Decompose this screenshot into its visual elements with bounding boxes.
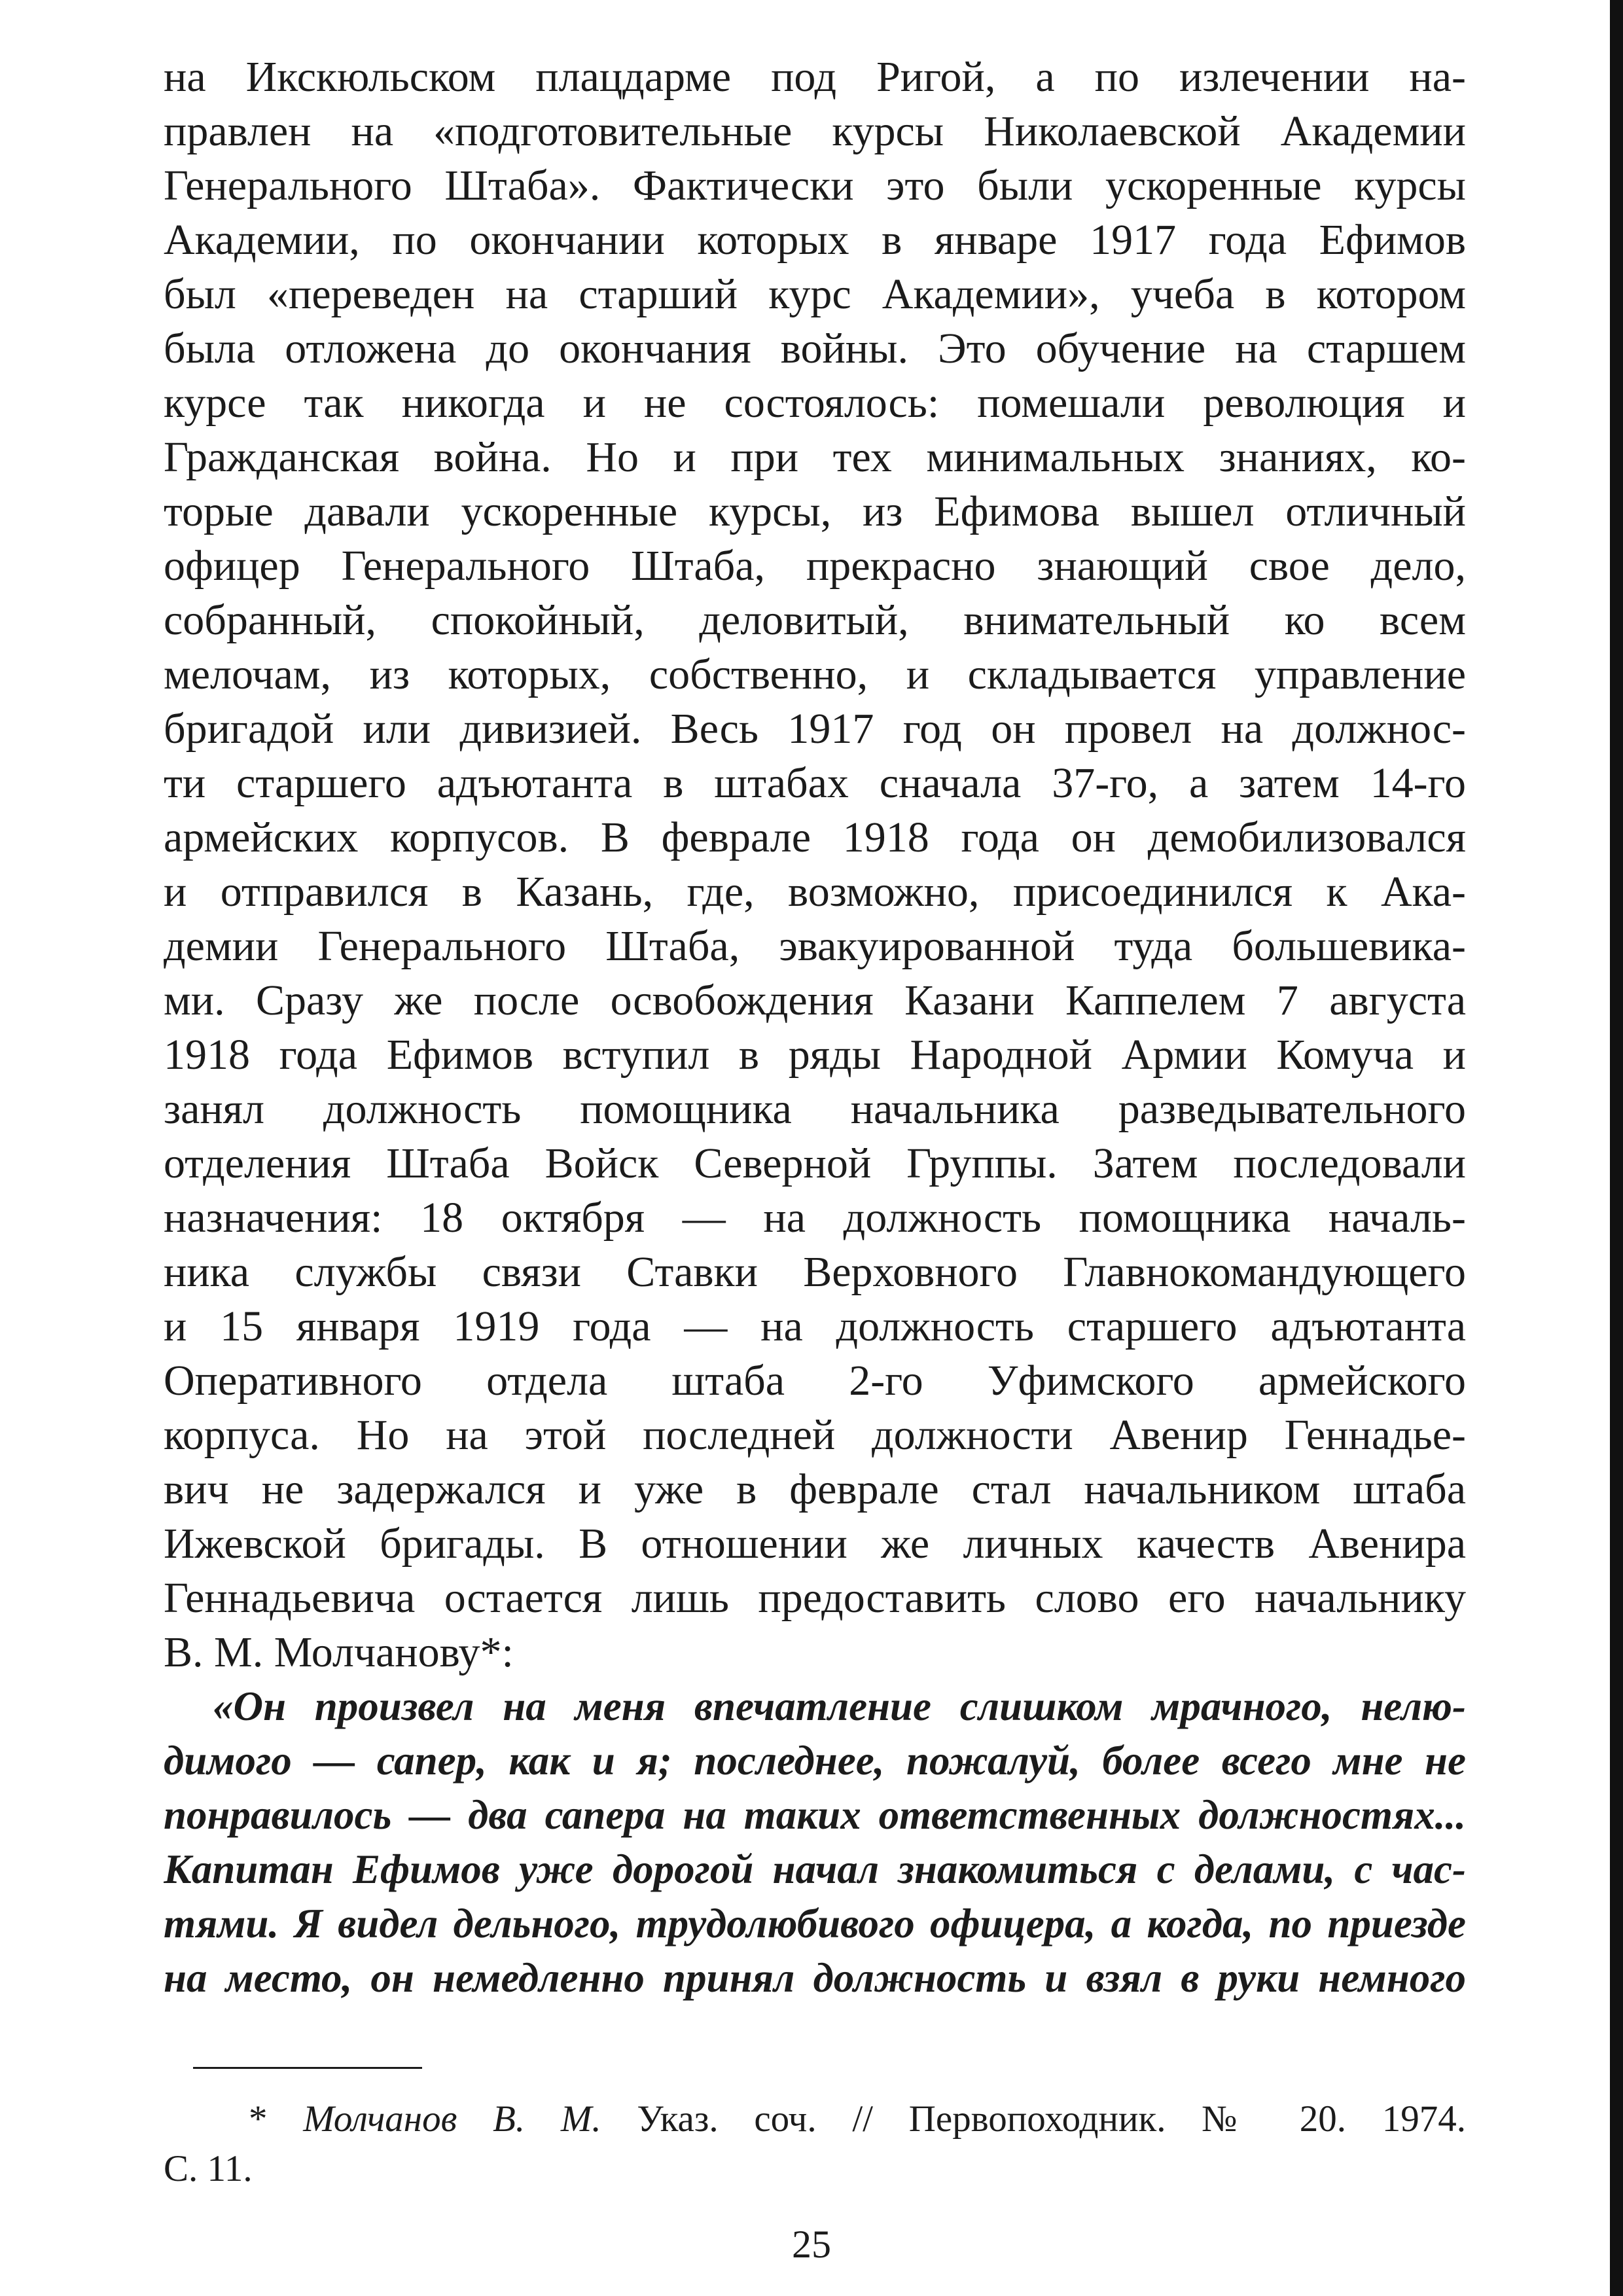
text-line: и отправился в Казань, где, возможно, присоединился к Ака- bbox=[164, 868, 1466, 916]
text-line: В. М. Молчанову*: bbox=[164, 1628, 514, 1676]
text-line: отделения Штаба Войск Северной Группы. Затем последовали bbox=[164, 1139, 1466, 1187]
footnote-text: Указ. соч. // Первопоходник. № 20. 1974. bbox=[637, 2098, 1466, 2140]
text-line: вич не задержался и уже в феврале стал начальником штаба bbox=[164, 1465, 1466, 1513]
text-line: демии Генерального Штаба, эвакуированной туда большевика- bbox=[164, 922, 1466, 970]
text-line: Геннадьевича остается лишь предоставить слово его начальнику bbox=[164, 1574, 1466, 1622]
text-line: Гражданская война. Но и при тех минимальных знаниях, ко- bbox=[164, 433, 1466, 481]
text-line: на Икскюльском плацдарме под Ригой, а по излечении на- bbox=[164, 53, 1466, 101]
text-line: и 15 января 1919 года — на должность старшего адъютанта bbox=[164, 1302, 1466, 1350]
page-right-edge bbox=[1610, 0, 1623, 2296]
text-line: ника службы связи Ставки Верховного Главнокомандующего bbox=[164, 1248, 1466, 1296]
text-line: корпуса. Но на этой последней должности Авенир Геннадье- bbox=[164, 1411, 1466, 1459]
text-line: армейских корпусов. В феврале 1918 года он демобилизовался bbox=[164, 814, 1466, 861]
page-number: 25 bbox=[792, 2223, 831, 2266]
text-line: курсе так никогда и не состоялось: помешали революция и bbox=[164, 379, 1466, 427]
main-text bbox=[164, 50, 1466, 2005]
text-line: назначения: 18 октября — на должность помощника началь- bbox=[164, 1194, 1466, 1242]
text-line: Ижевской бригады. В отношении же личных качеств Авенира bbox=[164, 1520, 1466, 1568]
text-line: торые давали ускоренные курсы, из Ефимова вышел отличный bbox=[164, 488, 1466, 535]
text-line: Оперативного отдела штаба 2-го Уфимского армейского bbox=[164, 1357, 1466, 1405]
quote-line: «Он произвел на меня впечатление слишком мрачного, нелю- bbox=[213, 1683, 1466, 1729]
footnote-line: С. 11. bbox=[164, 2148, 253, 2189]
text-line: собранный, спокойный, деловитый, внимательный ко всем bbox=[164, 596, 1466, 644]
quote-line: понравилось — два сапера на таких ответственных должностях... bbox=[164, 1792, 1466, 1838]
text-line: бригадой или дивизией. Весь 1917 год он провел на должнос- bbox=[164, 705, 1466, 753]
quote-line: тями. Я видел дельного, трудолюбивого офицера, а когда, по приезде bbox=[164, 1901, 1466, 1946]
text-line: мелочам, из которых, собственно, и складывается управление bbox=[164, 651, 1466, 698]
text-line: Генерального Штаба». Фактически это были ускоренные курсы bbox=[164, 162, 1466, 209]
quote-line: димого — сапер, как и я; последнее, пожалуй, более всего мне не bbox=[164, 1738, 1466, 1784]
quote-line: Капитан Ефимов уже дорогой начал знакомиться с делами, с час- bbox=[164, 1846, 1466, 1892]
quote-line: на место, он немедленно принял должность и взял в руки немного bbox=[164, 1955, 1466, 2001]
block-quote bbox=[164, 1679, 1466, 2005]
footnote-line bbox=[164, 2094, 1466, 2144]
text-line: занял должность помощника начальника разведывательного bbox=[164, 1085, 1466, 1133]
text-line: Академии, по окончании которых в январе 1917 года Ефимов bbox=[164, 216, 1466, 264]
text-line: ти старшего адъютанта в штабах сначала 37-го, а затем 14-го bbox=[164, 759, 1466, 807]
footnote bbox=[164, 2094, 1466, 2194]
text-line: ми. Сразу же после освобождения Казани Каппелем 7 августа bbox=[164, 977, 1466, 1024]
text-line: правлен на «подготовительные курсы Николаевской Академии bbox=[164, 107, 1466, 155]
footnote-divider bbox=[193, 2067, 422, 2069]
footnote-marker: * bbox=[249, 2098, 268, 2140]
text-line: офицер Генерального Штаба, прекрасно знающий свое дело, bbox=[164, 542, 1466, 590]
text-line: был «переведен на старший курс Академии», учеба в котором bbox=[164, 270, 1466, 318]
text-line: 1918 года Ефимов вступил в ряды Народной Армии Комуча и bbox=[164, 1031, 1466, 1079]
footnote-author: Молчанов В. М. bbox=[303, 2098, 601, 2140]
text-line: была отложена до окончания войны. Это обучение на старшем bbox=[164, 325, 1466, 372]
